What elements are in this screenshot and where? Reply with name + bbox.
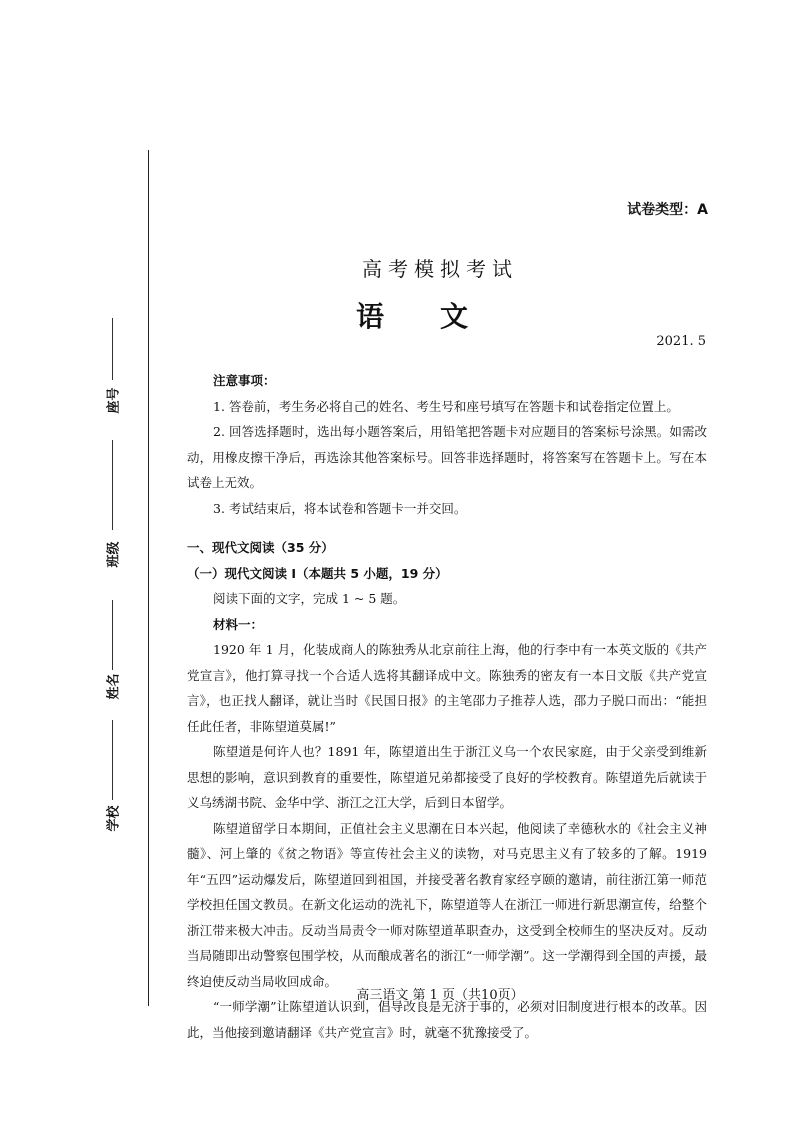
name-label: 姓名: [106, 673, 122, 700]
exam-content: [187, 368, 707, 1045]
exam-title: 高考模拟考试: [362, 257, 518, 281]
material-label: 材料一：: [213, 616, 264, 632]
name-blank[interactable]: [112, 600, 113, 670]
material-paragraph: “一师学潮”让陈望道认识到，倡导改良是无济于事的，必须对旧制度进行根本的改革。因此，当他接到邀请翻译《共产党宣言》时，就毫不犹豫接受了。: [187, 999, 707, 1040]
notes-title: 注意事项：: [213, 373, 276, 388]
material-paragraph: 1920 年 1 月，化装成商人的陈独秀从北京前往上海，他的行李中有一本英文版的《共产党宣言》，他打算寻找一个合适人选将其翻译成中文。陈独秀的密友有一本日文版《共产党宣言》，也正找人翻译，就让当时《民国日报》的主笔邵力子推荐人选，邵力子脱口而出：“能担任此任者，非陈望道莫属!”: [187, 642, 707, 734]
note-item: 2. 回答选择题时，选出每小题答案后，用铅笔把答题卡对应题目的答案标号涂黑。如需改动，用橡皮擦干净后，再选涂其他答案标号。回答非选择题时，将答案写在答题卡上。写在本试卷上无效。: [187, 424, 707, 490]
reading-instruction: 阅读下面的文字，完成 1 ~ 5 题。: [213, 591, 406, 606]
material-paragraph: 陈望道留学日本期间，正值社会主义思潮在日本兴起，他阅读了幸德秋水的《社会主义神髓》、河上肇的《贫之物语》等宣传社会主义的读物，对马克思主义有了较多的了解。1919 年“五四”运动爆发后，陈望道回到祖国，并接受著名教育家经亨颐的邀请，前往浙江第一师范学校担任国文教员。在新文化运动的洗礼下，陈望道等人在浙江一师进行新思潮宣传，给整个浙江带来极大冲击。反动当局责令一师对陈望道革职查办，这受到全校师生的坚决反对。反动当局随即出动警察包围学校，从而酿成著名的浙江“一师学潮”。这一学潮得到全国的声援，最终迫使反动当局收回成命。: [187, 820, 707, 989]
class-label: 班级: [106, 541, 122, 568]
exam-date: 2021. 5: [656, 334, 706, 349]
section-heading: 一、现代文阅读（35 分）: [187, 540, 334, 555]
material-paragraph: 陈望道是何许人也？1891 年，陈望道出生于浙江义乌一个农民家庭，由于父亲受到维新思想的影响，意识到教育的重要性，陈望道兄弟都接受了良好的学校教育。陈望道先后就读于义乌绣湖书院、金华中学、浙江之江大学，后到日本留学。: [187, 744, 707, 810]
school-label: 学校: [106, 805, 122, 832]
note-item: 3. 考试结束后，将本试卷和答题卡一并交回。: [213, 500, 467, 516]
exam-number-label: 座号: [106, 387, 122, 414]
note-item: 1. 答卷前，考生务必将自己的姓名、考生号和座号填写在答题卡和试卷指定位置上。: [213, 398, 679, 414]
class-blank[interactable]: [112, 440, 113, 530]
page-footer: 高三语文 第 1 页（共10页）: [356, 988, 524, 1003]
school-blank[interactable]: [112, 720, 113, 800]
subject-title: 语文: [355, 300, 524, 333]
exam-type: 试卷类型：A: [627, 202, 708, 218]
class-field[interactable]: [88, 440, 128, 590]
name-field[interactable]: [88, 600, 128, 710]
school-field[interactable]: [88, 720, 128, 840]
section-subheading: （一）现代文阅读 I（本题共 5 小题，19 分）: [187, 565, 448, 581]
